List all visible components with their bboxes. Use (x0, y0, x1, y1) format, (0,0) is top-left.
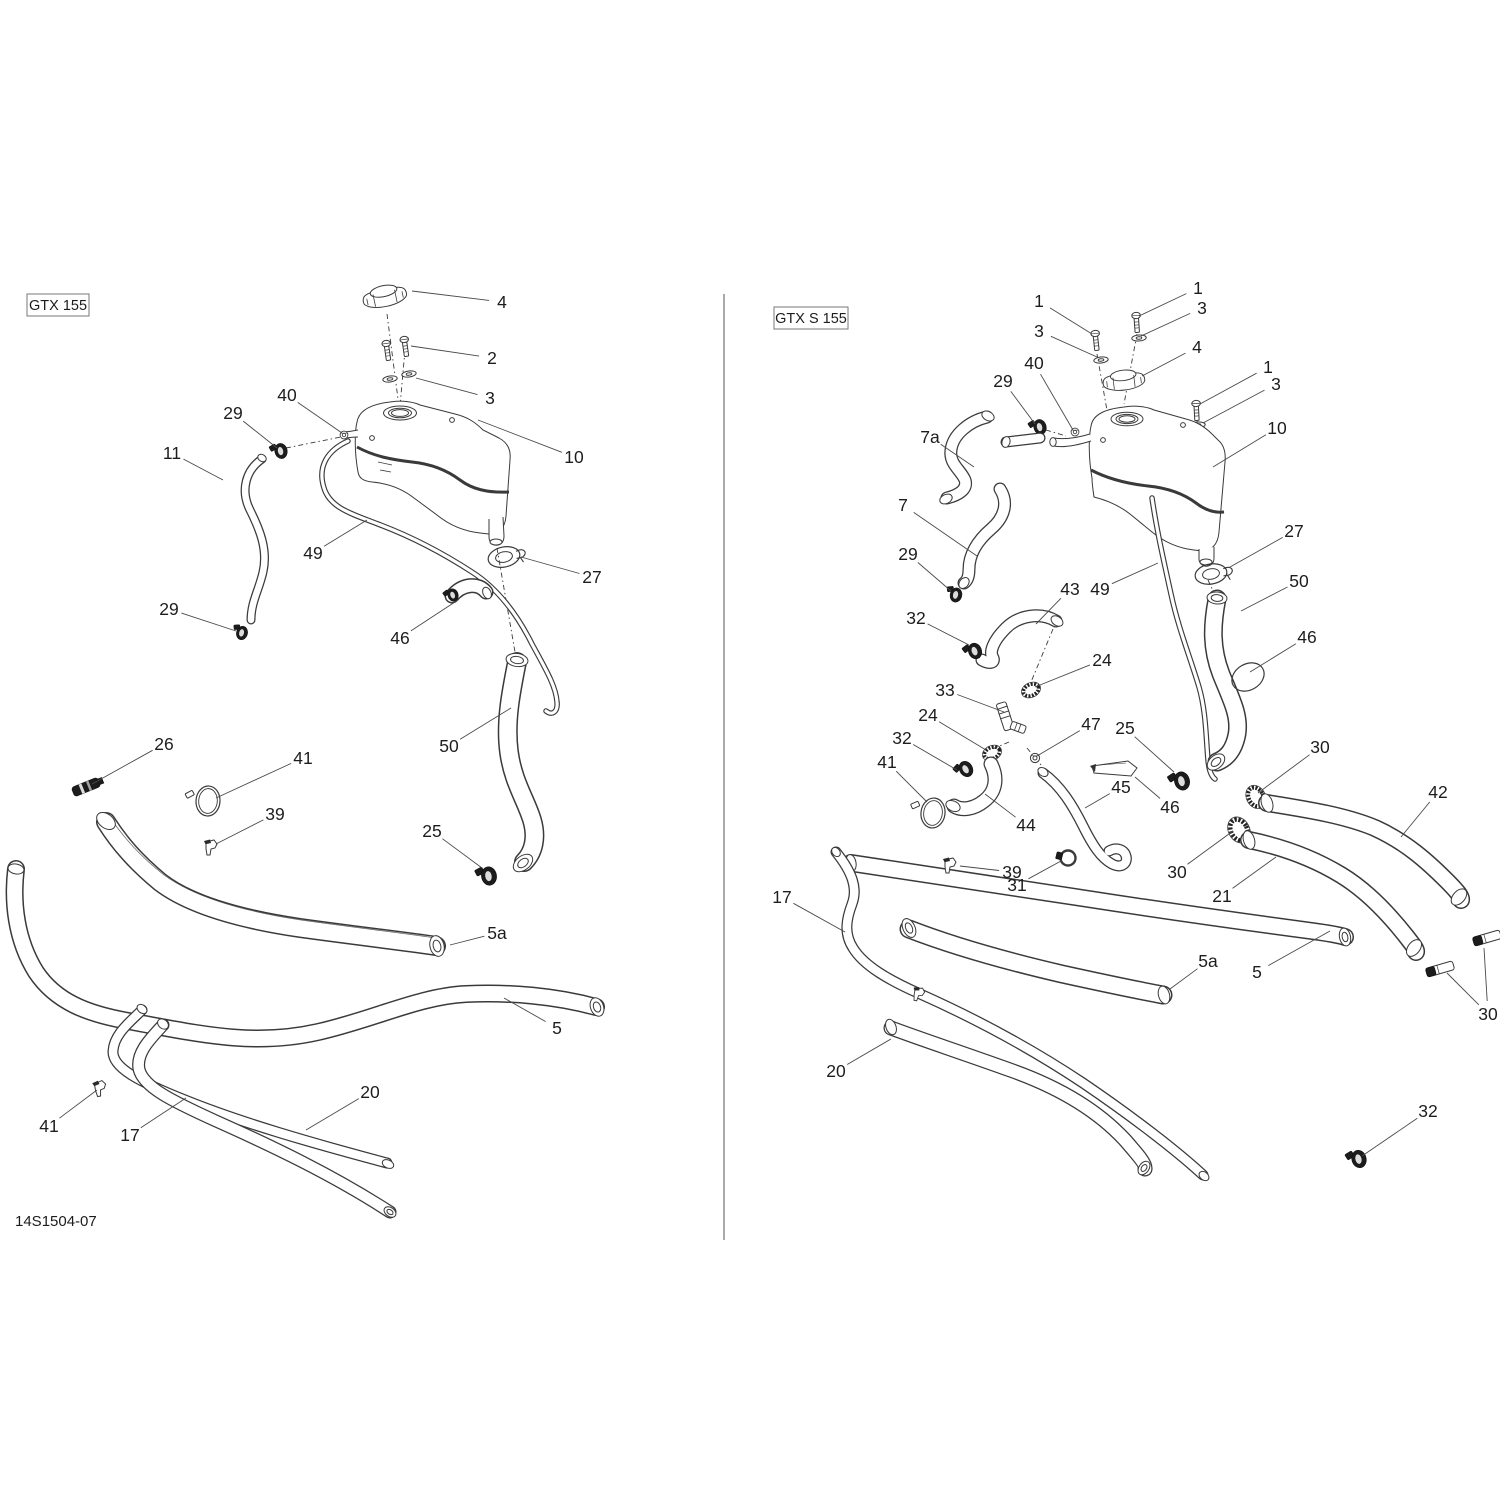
callout-40: 40 (1024, 353, 1044, 373)
hose-stub (1001, 436, 1040, 449)
hose-clamp-icon (951, 758, 975, 782)
callout-29: 29 (223, 403, 243, 423)
hose-7 (957, 489, 1005, 590)
leader-line (324, 520, 367, 546)
callout-1: 1 (1193, 278, 1203, 298)
callout-42: 42 (1428, 782, 1448, 802)
leader-line (1139, 294, 1186, 316)
pressure-cap-icon (1102, 368, 1146, 393)
leader-line (411, 346, 479, 356)
callout-3: 3 (485, 388, 495, 408)
callout-5a: 5a (1198, 951, 1218, 971)
leader-line (1135, 777, 1160, 799)
leader-line (1233, 857, 1277, 888)
callout-7: 7 (898, 495, 908, 515)
hose-7a (938, 409, 996, 506)
clamp-ring-41 (908, 795, 947, 830)
fitting-26 (71, 776, 104, 797)
callout-25: 25 (422, 821, 442, 841)
left-panel-title-text: GTX 155 (28, 298, 88, 314)
callout-32: 32 (906, 608, 926, 628)
leader-line (141, 1098, 186, 1128)
leader-line (847, 1039, 891, 1065)
callout-4: 4 (497, 292, 507, 312)
callout-45: 45 (1111, 777, 1131, 797)
callout-30: 30 (1310, 737, 1330, 757)
callout-4: 4 (1192, 337, 1202, 357)
bolt-icon (400, 336, 411, 357)
callout-41: 41 (293, 748, 313, 768)
callout-20: 20 (360, 1082, 380, 1102)
callout-29: 29 (898, 544, 918, 564)
callout-33: 33 (935, 680, 955, 700)
leader-line (521, 557, 580, 574)
leader-line (1041, 374, 1074, 430)
leader-line (442, 839, 482, 868)
elbow-fitting-46 (442, 586, 493, 605)
callout-24: 24 (918, 705, 938, 725)
leader-line (1203, 390, 1265, 423)
leader-line (914, 512, 977, 556)
callout-46: 46 (1297, 627, 1317, 647)
leader-line (1188, 831, 1234, 864)
clamp-31 (1056, 851, 1076, 866)
leader-line (960, 866, 999, 871)
leader-line (1051, 336, 1097, 357)
callout-24: 24 (1092, 650, 1112, 670)
left-panel-title (27, 294, 89, 316)
callout-32: 32 (1418, 1101, 1438, 1121)
hose-clamp-icon (1166, 769, 1191, 793)
callout-21: 21 (1212, 886, 1232, 906)
leader-line (1401, 802, 1430, 837)
hose-5a (899, 916, 1171, 1005)
leader-line (1142, 353, 1186, 376)
drawing-number: 14S1504-07 (15, 1213, 97, 1230)
callout-1: 1 (1263, 357, 1273, 377)
callout-11: 11 (162, 443, 182, 463)
leader-line (1028, 861, 1061, 879)
leader-line (1241, 587, 1288, 611)
pressure-cap-icon (361, 281, 408, 311)
hose-43 (982, 614, 1065, 663)
leader-line (412, 291, 489, 300)
clip-41 (92, 1080, 107, 1098)
vent-hose-11 (245, 453, 267, 620)
assembly-axis (1124, 334, 1137, 404)
callout-25: 25 (1115, 718, 1135, 738)
callout-43: 43 (1060, 579, 1080, 599)
clamp-24 (1019, 679, 1043, 701)
assembly-axis (286, 437, 341, 448)
callout-40: 40 (277, 385, 297, 405)
leader-line (416, 378, 478, 395)
leader-line (1085, 794, 1110, 808)
leader-line (298, 402, 342, 433)
leader-line (1258, 755, 1310, 793)
callout-41: 41 (39, 1116, 59, 1136)
callout-32: 32 (892, 728, 912, 748)
leader-line (1135, 737, 1174, 772)
connector-30 (1472, 930, 1500, 946)
leader-line (450, 936, 484, 945)
hose-50 (505, 652, 536, 875)
callout-2: 2 (487, 348, 497, 368)
clamp-ring-41 (184, 784, 221, 816)
clip-39 (204, 840, 217, 856)
outlet-ring-27 (486, 543, 527, 570)
leader-line (243, 421, 277, 448)
callout-49: 49 (1090, 579, 1110, 599)
leader-line (1035, 665, 1090, 687)
callout-44: 44 (1016, 815, 1036, 835)
hose-clamp-icon (1344, 1148, 1368, 1171)
washer-icon (382, 375, 397, 383)
callout-50: 50 (1289, 571, 1309, 591)
washer-icon (1132, 335, 1147, 342)
callout-10: 10 (564, 447, 584, 467)
washer-icon (1094, 356, 1109, 363)
leader-line (1250, 644, 1296, 672)
leader-line (957, 695, 1004, 713)
callout-5a: 5a (487, 923, 507, 943)
callout-30: 30 (1167, 862, 1187, 882)
leader-line (216, 820, 263, 844)
outlet-ring-27 (1194, 560, 1235, 586)
hose-clamp-icon (268, 441, 288, 460)
hose-clamp-icon (474, 865, 498, 888)
bolt-icon (1192, 400, 1202, 421)
hose-clamp-icon (231, 623, 249, 641)
callout-5: 5 (1252, 962, 1262, 982)
callout-46: 46 (1160, 797, 1180, 817)
leader-line (1200, 373, 1257, 404)
right-panel-title-text: GTX S 155 (775, 311, 847, 327)
callout-39: 39 (1002, 862, 1022, 882)
leader-line (181, 613, 236, 631)
connector-30 (1425, 961, 1454, 977)
leader-line (1141, 313, 1190, 336)
bolt-icon (1091, 330, 1102, 351)
leader-line (1170, 969, 1198, 989)
callout-49: 49 (303, 543, 323, 563)
washer-icon (401, 370, 416, 378)
callout-7a: 7a (920, 427, 940, 447)
callout-29: 29 (993, 371, 1013, 391)
callout-17: 17 (120, 1125, 140, 1145)
callout-31: 31 (1007, 875, 1027, 895)
callout-3: 3 (1197, 298, 1207, 318)
callout-39: 39 (265, 804, 285, 824)
callout-29: 29 (159, 599, 179, 619)
pin-46 (1090, 761, 1137, 776)
leader-line (1447, 973, 1479, 1005)
callout-27: 27 (1284, 521, 1304, 541)
leader-line (793, 903, 845, 932)
leader-line (918, 563, 951, 592)
callout-30: 30 (1478, 1004, 1498, 1024)
leader-line (1011, 391, 1035, 424)
tee-fitting-33 (996, 698, 1029, 740)
right-panel-title (774, 307, 848, 329)
callout-3: 3 (1034, 321, 1044, 341)
leader-line (1362, 1118, 1417, 1156)
leader-line (184, 459, 224, 480)
hose-5a (93, 809, 446, 958)
leader-line (411, 600, 458, 631)
callout-1: 1 (1034, 291, 1044, 311)
leader-line (913, 745, 957, 771)
leader-line (216, 763, 291, 798)
leader-line (1112, 563, 1158, 584)
leader-line (939, 722, 986, 750)
leader-line (1230, 537, 1283, 567)
leader-line (896, 771, 927, 802)
hose-5 (7, 863, 606, 1039)
callout-46: 46 (390, 628, 410, 648)
leader-line (306, 1099, 359, 1130)
assembly-axis (1031, 629, 1053, 682)
callout-20: 20 (826, 1061, 846, 1081)
callout-47: 47 (1081, 714, 1101, 734)
callout-5: 5 (552, 1018, 562, 1038)
callout-41: 41 (877, 752, 897, 772)
callout-10: 10 (1267, 418, 1287, 438)
callout-3: 3 (1271, 374, 1281, 394)
leader-line (92, 750, 153, 784)
assembly-axis (1046, 430, 1066, 436)
leader-line (59, 1090, 97, 1118)
callout-27: 27 (582, 567, 602, 587)
callout-50: 50 (439, 736, 459, 756)
leader-line (928, 624, 969, 645)
assembly-axis (400, 350, 405, 406)
callout-26: 26 (154, 734, 174, 754)
leader-line (1037, 731, 1080, 756)
leader-line (1484, 948, 1487, 1001)
callout-17: 17 (772, 887, 792, 907)
leader-line (1050, 308, 1092, 334)
